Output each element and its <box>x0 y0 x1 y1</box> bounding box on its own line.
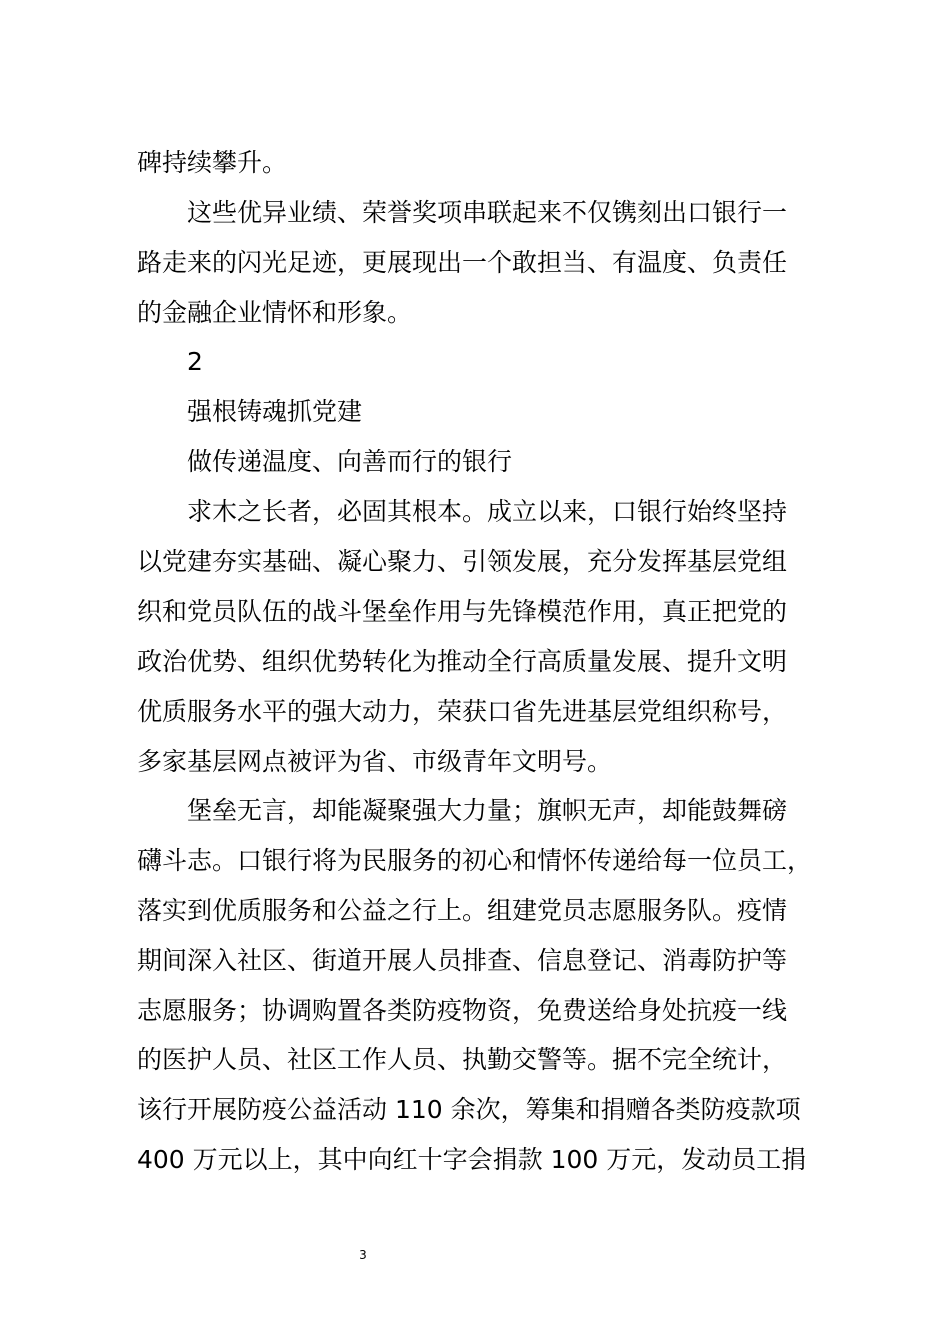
text-line: 落实到优质服务和公益之行上。组建党员志愿服务队。疫情 <box>137 896 788 925</box>
text-line: 堡垒无言，却能凝聚强大力量；旗帜无声，却能鼓舞磅 <box>187 796 788 825</box>
text-line: 多家基层网点被评为省、市级青年文明号。 <box>137 747 613 776</box>
text-line: 的医护人员、社区工作人员、执勤交警等。据不完全统计， <box>137 1045 788 1074</box>
text-line: 该行开展防疫公益活动 110 余次，筹集和捐赠各类防疫款项 <box>137 1095 801 1124</box>
text-line: 求木之长者，必固其根本。成立以来，口银行始终坚持 <box>187 497 788 526</box>
text-line: 以党建夯实基础、凝心聚力、引领发展，充分发挥基层党组 <box>137 547 788 576</box>
section-number: 2 <box>187 347 203 376</box>
text-line: 期间深入社区、街道开展人员排查、信息登记、消毒防护等 <box>137 946 788 975</box>
section-subheading: 做传递温度、向善而行的银行 <box>187 447 513 476</box>
page-number: 3 <box>359 1248 367 1262</box>
text-line: 碑持续攀升。 <box>137 148 288 177</box>
text-line: 志愿服务；协调购置各类防疫物资，免费送给身处抗疫一线 <box>137 996 788 1025</box>
text-line: 这些优异业绩、荣誉奖项串联起来不仅镌刻出口银行一 <box>187 198 788 227</box>
text-line: 400 万元以上，其中向红十字会捐款 100 万元，发动员工捐 <box>137 1145 807 1174</box>
section-heading: 强根铸魂抓党建 <box>187 397 363 426</box>
text-line: 政治优势、组织优势转化为推动全行高质量发展、提升文明 <box>137 647 788 676</box>
text-line: 优质服务水平的强大动力，荣获口省先进基层党组织称号， <box>137 697 788 726</box>
text-line: 路走来的闪光足迹，更展现出一个敢担当、有温度、负责任 <box>137 248 788 277</box>
text-line: 礴斗志。口银行将为民服务的初心和情怀传递给每一位员工， <box>137 846 813 875</box>
text-line: 织和党员队伍的战斗堡垒作用与先锋模范作用，真正把党的 <box>137 597 788 626</box>
text-line: 的金融企业情怀和形象。 <box>137 298 413 327</box>
